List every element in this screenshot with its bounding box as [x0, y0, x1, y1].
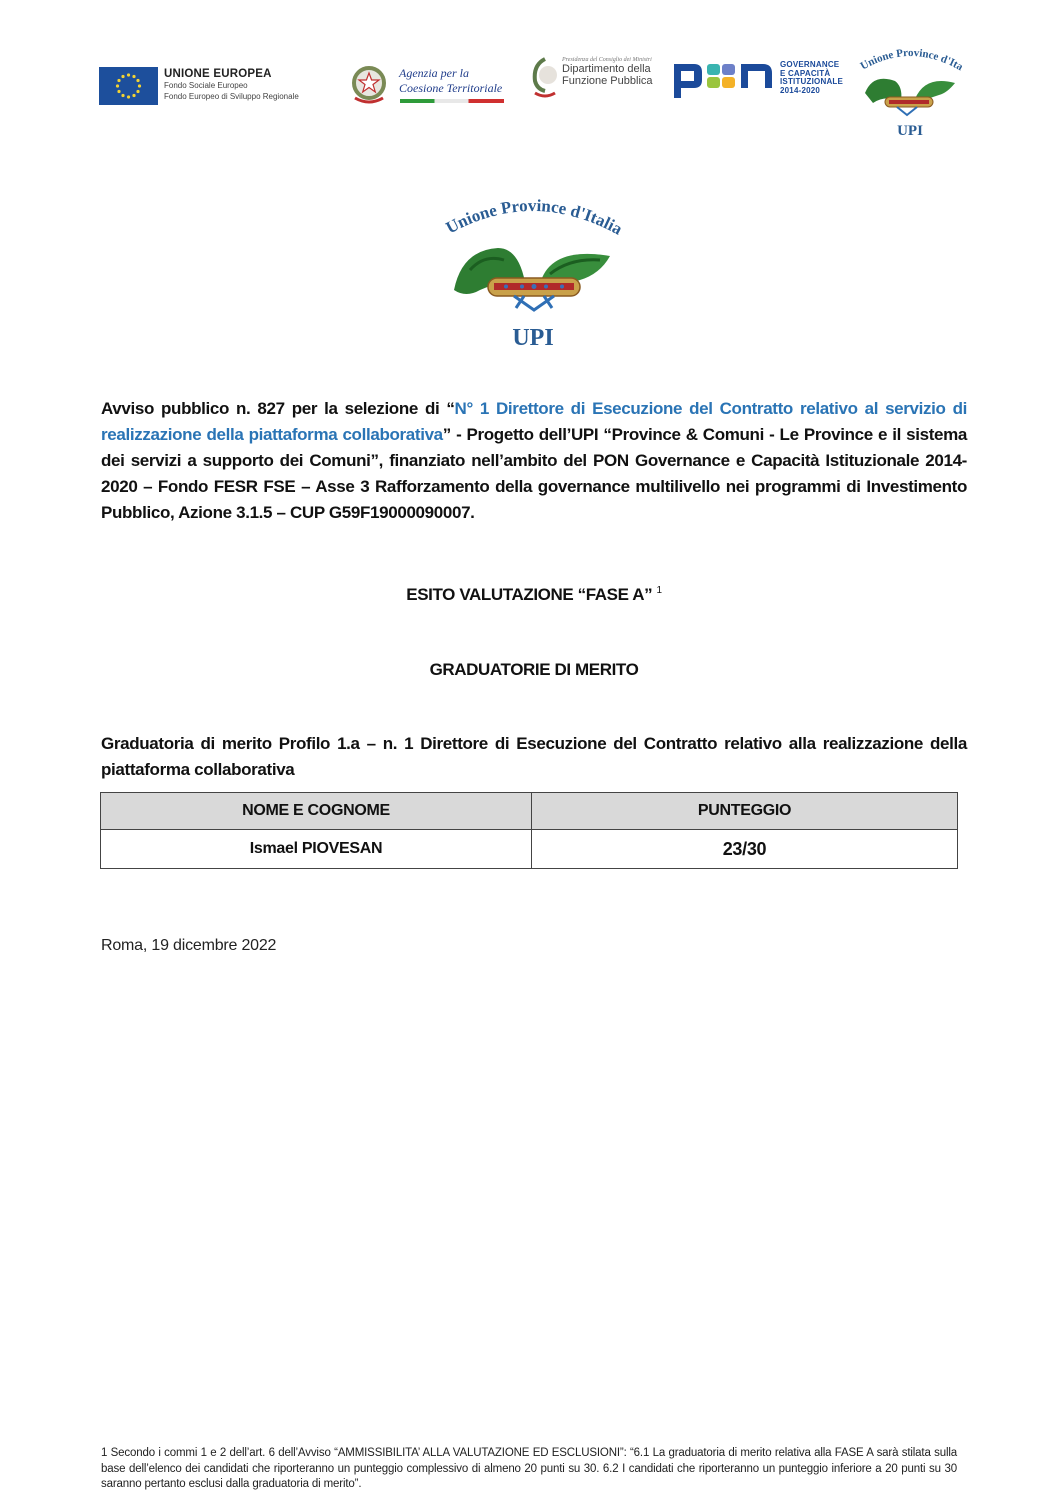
intro-text: ” - Progetto dell’UPI “Province & Comuni - Le Province e il sistema dei servizi a supporto dei Comuni”, finanziato nell’ambito del PON Governance e Capacità Istituzionale 2014-2020 – Fondo FESR FSE – Asse 3 Rafforzamento della governance multilivello nei programmi di Investimento Pubblico, Azione 3.1.5 – CUP G59F19000090007.	[101, 425, 967, 522]
dfp-line: Dipartimento della	[562, 63, 651, 75]
pon-line: E CAPACITÀ	[780, 68, 831, 78]
pon-line: GOVERNANCE	[780, 60, 840, 69]
italian-republic-emblem-icon	[531, 55, 559, 99]
table-row	[101, 830, 958, 869]
upi-logo	[440, 190, 625, 350]
agenzia-line: Coesione Territoriale	[399, 81, 503, 95]
intro-highlight: N° 1 Direttore di Esecuzione del Contratto relativo al servizio di realizzazione della piattaforma collaborativa	[101, 399, 967, 444]
dfp-small-line: Presidenza del Consiglio dei Ministri	[562, 57, 652, 63]
eu-flag-icon	[99, 67, 158, 105]
esito-heading-text: ESITO VALUTAZIONE “FASE A”	[406, 585, 653, 604]
pon-line: ISTITUZIONALE	[780, 77, 844, 86]
ranking-table	[100, 792, 958, 869]
table-header-row	[101, 793, 958, 830]
graduatorie-heading: GRADUATORIE DI MERITO	[429, 660, 639, 679]
eu-title: UNIONE EUROPEA	[164, 68, 272, 80]
funzione-pubblica-logo	[531, 55, 666, 101]
italian-republic-emblem-icon	[349, 64, 389, 106]
eu-subline: Fondo Sociale Europeo	[164, 81, 248, 90]
eu-subline: Fondo Europeo di Sviluppo Regionale	[164, 92, 299, 101]
pon-logo	[672, 60, 857, 102]
footnote: 1 Secondo i commi 1 e 2 dell’art. 6 dell’Avviso “AMMISSIBILITA’ ALLA VALUTAZIONE ED ESCLUSIONI”: “6.1 La graduatoria di merito relativa alla FASE A sarà stilata sulla base dell’elenco dei candidati che riporteranno un punteggio complessivo di almeno 20 punti su 30. 6.2 I candidati che riporteranno un punteggio inferiore a 20 punti su 30 saranno pertanto esclusi dalla graduatoria di merito”.	[101, 1447, 957, 1490]
column-header-name: NOME E COGNOME	[101, 793, 532, 830]
pon-wordmark-icon	[672, 60, 774, 100]
upi-small-arc-text: Unione Province d'Ita	[858, 46, 965, 74]
candidate-score: 23/30	[532, 830, 958, 869]
eu-logo	[99, 67, 309, 107]
esito-heading	[101, 585, 967, 605]
intro-text: Avviso pubblico n. 827 per la selezione di “	[101, 399, 455, 418]
pon-line: 2014-2020	[780, 85, 821, 95]
date-line: Roma, 19 dicembre 2022	[101, 937, 277, 954]
dfp-line: Funzione Pubblica	[562, 75, 653, 87]
upi-logo-small	[855, 45, 965, 140]
column-header-score: PUNTEGGIO	[532, 793, 958, 830]
upi-small-label: UPI	[897, 123, 923, 139]
intro-paragraph	[101, 396, 967, 526]
footnote-ref[interactable]: 1	[656, 585, 662, 596]
upi-arc-text: Unione Province d'Italia	[442, 195, 625, 239]
agenzia-line: Agenzia per la	[399, 66, 469, 80]
agenzia-coesione-logo	[349, 64, 509, 108]
candidate-name: Ismael PIOVESAN	[101, 830, 532, 869]
upi-label: UPI	[512, 325, 554, 350]
profile-title: Graduatoria di merito Profilo 1.a – n. 1 Direttore di Esecuzione del Contratto relativo alla realizzazione della piattaforma collaborativa	[101, 734, 967, 779]
italian-tricolor-bar	[400, 99, 504, 103]
